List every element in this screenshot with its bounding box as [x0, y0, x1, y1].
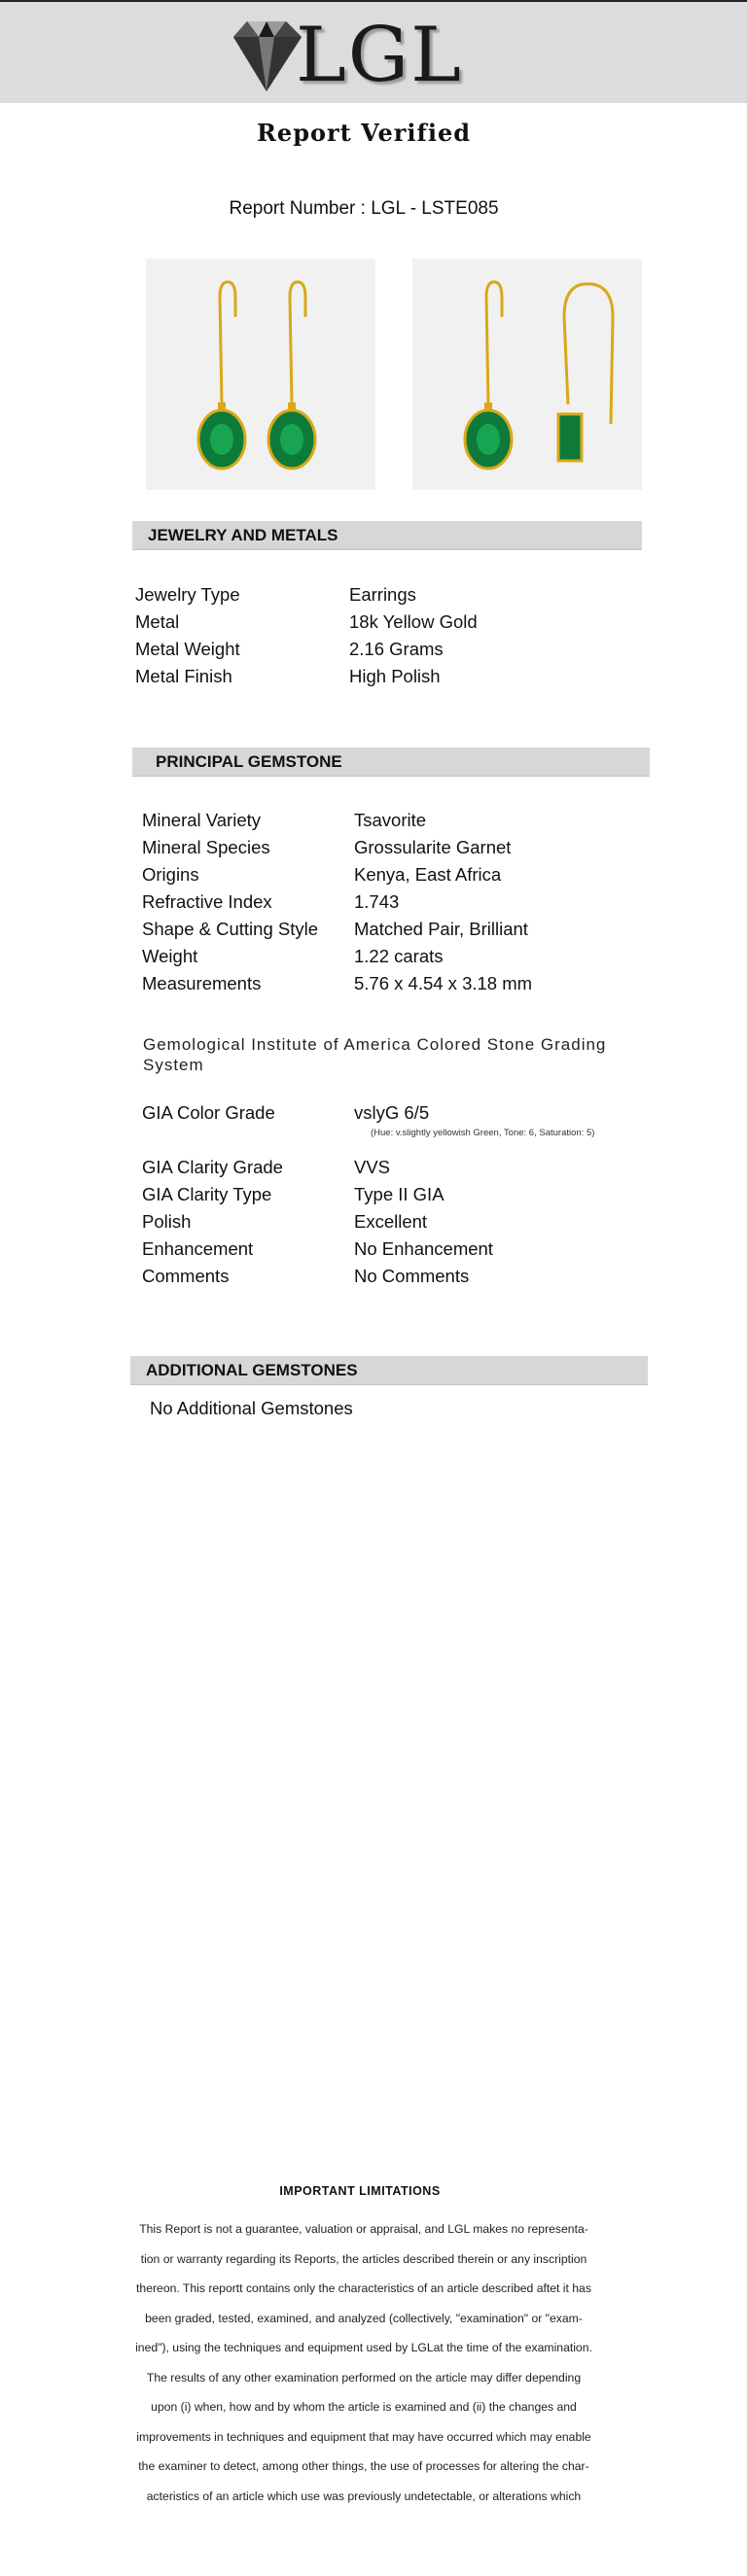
detail-row-measurements [142, 970, 628, 997]
earring-photo-front [146, 259, 375, 490]
limitations-line: improvements in techniques and equipment that may have occurred which may enable [136, 2429, 591, 2444]
detail-value: 5.76 x 4.54 x 3.18 mm [354, 973, 533, 993]
detail-value: Tsavorite [354, 810, 427, 830]
detail-row-metal [135, 609, 622, 636]
detail-row-polish [142, 1208, 628, 1236]
grading-details [142, 1154, 628, 1290]
detail-row-metal-weight [135, 636, 622, 663]
hue-note: (Hue: v.slightly yellowish Green, Tone: 6, Saturation: 5) [371, 1128, 595, 1138]
detail-value: vslyG 6/5 [354, 1102, 430, 1123]
detail-label: Metal [135, 611, 180, 632]
detail-value: No Enhancement [354, 1238, 493, 1259]
detail-row-gia-clarity-type [142, 1181, 628, 1208]
limitations-line: acteristics of an article which use was previously undetectable, or alterations which [146, 2489, 582, 2503]
gia-system-line: System [143, 1056, 204, 1074]
detail-label: Polish [142, 1211, 192, 1232]
detail-value: 2.16 Grams [349, 639, 444, 659]
detail-label: Origins [142, 864, 199, 885]
detail-label: Weight [142, 946, 198, 966]
detail-value: No Comments [354, 1266, 470, 1286]
detail-label: GIA Clarity Type [142, 1184, 272, 1204]
detail-value: High Polish [349, 666, 441, 686]
no-additional-gemstones: No Additional Gemstones [150, 1398, 353, 1418]
report-number: Report Number : LGL - LSTE085 [229, 198, 499, 219]
limitations-line: been graded, tested, examined, and analyzed (collectively, "examination" or "exam- [145, 2311, 583, 2325]
limitations-line: upon (i) when, how and by whom the article is examined and (ii) the changes and [151, 2400, 577, 2414]
limitations-line: This Report is not a guarantee, valuation or appraisal, and LGL makes no representa- [139, 2222, 588, 2236]
detail-value: Earrings [349, 584, 416, 605]
detail-value: Kenya, East Africa [354, 864, 502, 885]
limitations-line: tion or warranty regarding its Reports, the articles described therein or any inscription [140, 2251, 587, 2266]
detail-label: Mineral Species [142, 837, 270, 857]
section-additional-gemstones: ADDITIONAL GEMSTONES [130, 1356, 648, 1385]
limitations-heading: IMPORTANT LIMITATIONS [279, 2184, 441, 2198]
detail-row-mineral-variety [142, 807, 628, 834]
limitations-line: ined"), using the techniques and equipment used by LGLat the time of the examination. [135, 2341, 592, 2354]
gia-system-line: Gemological Institute of America Colored Stone Grading [143, 1035, 607, 1054]
detail-value: Excellent [354, 1211, 428, 1232]
detail-value: Type II GIA [354, 1184, 445, 1204]
detail-row-gia-clarity-grade [142, 1154, 628, 1181]
detail-label: Metal Weight [135, 639, 240, 659]
page-title: Report Verified [256, 119, 472, 147]
limitations-line: The results of any other examination performed on the article may differ depending [146, 2370, 582, 2385]
gemstone-details [142, 807, 628, 997]
detail-label: Mineral Variety [142, 810, 262, 830]
lgl-logo [226, 12, 517, 99]
limitations-text [103, 2214, 624, 2511]
detail-label: GIA Clarity Grade [142, 1157, 283, 1177]
detail-row-weight [142, 943, 628, 970]
detail-row-metal-finish [135, 663, 622, 690]
detail-label: GIA Color Grade [142, 1102, 275, 1123]
detail-value: 1.22 carats [354, 946, 444, 966]
limitations-line: thereon. This reportt contains only the characteristics of an article described aftet it has [136, 2281, 591, 2295]
detail-value: Grossularite Garnet [354, 837, 512, 857]
detail-row-enhancement [142, 1236, 628, 1263]
detail-row-shape-cutting-style [142, 916, 628, 943]
header-bar [0, 0, 747, 103]
detail-value: VVS [354, 1157, 391, 1177]
gia-system-note [143, 1034, 610, 1075]
section-principal-gemstone: PRINCIPAL GEMSTONE [132, 748, 650, 777]
section-jewelry-and-metals: JEWELRY AND METALS [132, 521, 642, 550]
detail-row-refractive-index [142, 888, 628, 916]
detail-label: Enhancement [142, 1238, 254, 1259]
logo-text: LGL [296, 12, 463, 99]
detail-label: Measurements [142, 973, 262, 993]
detail-row-comments [142, 1263, 628, 1290]
detail-row-gia-color-grade [142, 1099, 628, 1127]
detail-label: Jewelry Type [135, 584, 240, 605]
detail-row-jewelry-type [135, 581, 622, 609]
detail-label: Shape & Cutting Style [142, 919, 318, 939]
detail-row-origins [142, 861, 628, 888]
color-grade [142, 1099, 628, 1127]
jewelry-details [135, 581, 622, 690]
detail-label: Metal Finish [135, 666, 232, 686]
detail-value: 1.743 [354, 891, 400, 912]
limitations-line: the examiner to detect, among other things, the use of processes for altering the char- [138, 2459, 589, 2473]
detail-value: Matched Pair, Brilliant [354, 919, 528, 939]
detail-value: 18k Yellow Gold [349, 611, 478, 632]
detail-label: Comments [142, 1266, 230, 1286]
detail-label: Refractive Index [142, 891, 272, 912]
earring-photo-side [412, 259, 642, 490]
detail-row-mineral-species [142, 834, 628, 861]
